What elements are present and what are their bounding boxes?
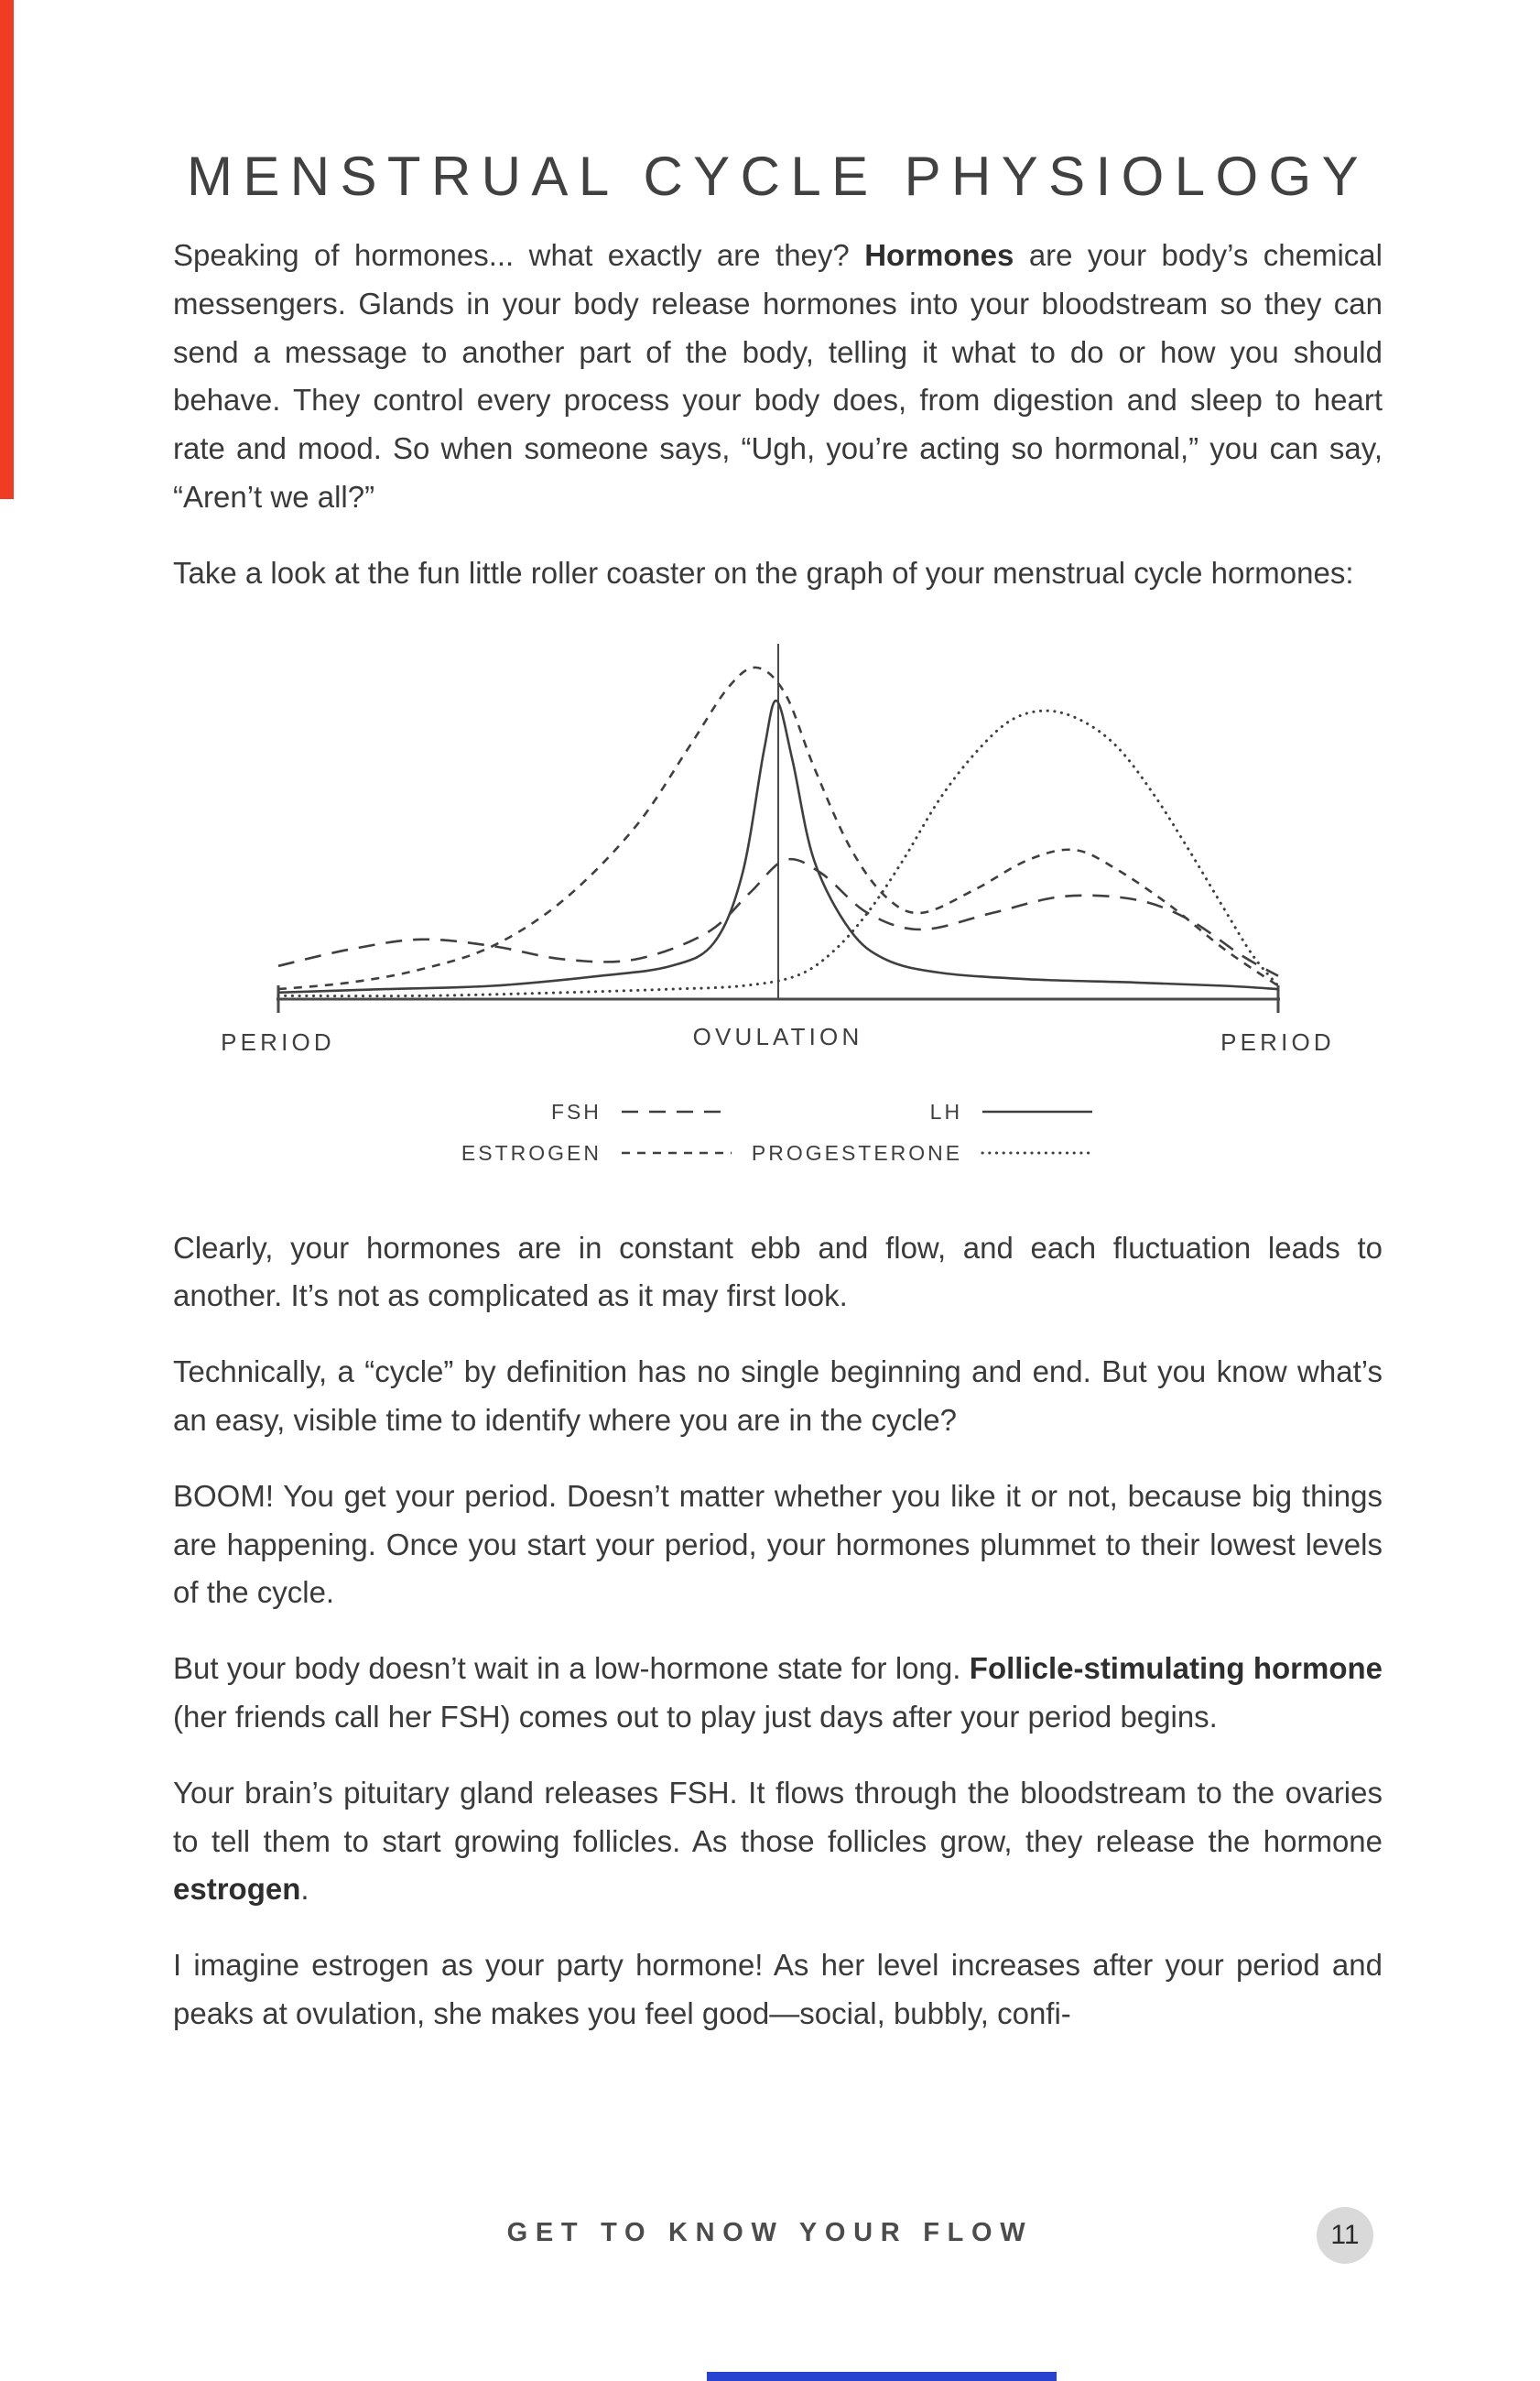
para-hormones-definition [173, 232, 1383, 522]
para-estrogen-party [173, 1941, 1383, 2039]
text-run: But your body doesn’t wait in a low-hormone state for long. [173, 1651, 970, 1686]
legend-label-progesterone: PROGESTERONE [751, 1140, 963, 1165]
estrogen-legend-line [620, 1148, 733, 1158]
para-graph-intro [173, 549, 1383, 598]
page-edge-blue-strip [707, 2372, 1057, 2381]
page-number-badge: 11 [1317, 2207, 1373, 2264]
text-run: Take a look at the fun little roller coaster on the graph of your menstrual cycle hormones: [173, 555, 1354, 590]
page-title: MENSTRUAL CYCLE PHYSIOLOGY [186, 146, 1370, 207]
text-run: I imagine estrogen as your party hormone! As her level increases after your period and peaks at ovulation, she makes you feel good—social, bubbly, confi- [173, 1948, 1383, 2030]
para-fsh [173, 1645, 1383, 1742]
legend-label-lh: LH [929, 1099, 963, 1124]
para-ebb-and-flow [173, 1224, 1383, 1321]
legend-label-estrogen: ESTROGEN [461, 1140, 602, 1165]
para-boom-period [173, 1473, 1383, 1617]
fsh-legend-line [620, 1107, 733, 1116]
axis-label-period-right: PERIOD [1220, 1027, 1335, 1056]
axis-label-ovulation: OVULATION [692, 1022, 863, 1050]
hormone-chart-svg [247, 629, 1309, 1025]
legend-label-fsh: FSH [550, 1099, 602, 1124]
bold-follicle-stimulating-hormone: Follicle-stimulating hormone [969, 1651, 1383, 1686]
para-cycle-definition [173, 1348, 1383, 1445]
text-run: BOOM! You get your period. Doesn’t matter whether you like it or not, because big things are happening. Once you start your period, your hormones plummet to their lowest levels of the cycle. [173, 1478, 1383, 1610]
hormone-chart [221, 629, 1335, 1166]
text-run: Technically, a “cycle” by definition has no single beginning and end. But you know what’s an easy, visible time to identify where you are in the cycle? [173, 1354, 1383, 1437]
bold-estrogen: estrogen [173, 1872, 301, 1907]
text-run: Clearly, your hormones are in constant ebb and flow, and each fluctuation leads to another. It’s not as complicated as it may first look. [173, 1230, 1383, 1313]
text-run: Your brain’s pituitary gland releases FSH. It flows through the bloodstream to the ovaries to tell them to start growing follicles. As those follicles grow, they release the hormone [173, 1775, 1383, 1858]
progesterone-legend-line [981, 1148, 1094, 1158]
lh-legend-line [981, 1107, 1094, 1116]
page-edge-red-strip [0, 0, 14, 499]
text-run: (her friends call her FSH) comes out to play just days after your period begins. [173, 1699, 1218, 1734]
para-pituitary-gland [173, 1769, 1383, 1914]
bold-hormones: Hormones [864, 238, 1014, 272]
footer-running-title: GET TO KNOW YOUR FLOW [506, 2218, 1034, 2247]
text-run: Speaking of hormones... what exactly are they? [173, 238, 865, 272]
axis-label-period-left: PERIOD [221, 1027, 335, 1056]
text-run: are your body’s chemical messengers. Glands in your body release hormones into your bloodstream so they can send a message to another part of the body, telling it what to do or how you should behave. They control every process your body does, from digestion and sleep to heart rate and mood. So when someone says, “Ugh, you’re acting so hormonal,” you can say, “Aren’t we all?” [173, 238, 1383, 514]
chart-legend [247, 1100, 1309, 1166]
page-footer [0, 2205, 1540, 2269]
chart-axis-labels [221, 1022, 1335, 1072]
text-run: . [300, 1872, 309, 1907]
